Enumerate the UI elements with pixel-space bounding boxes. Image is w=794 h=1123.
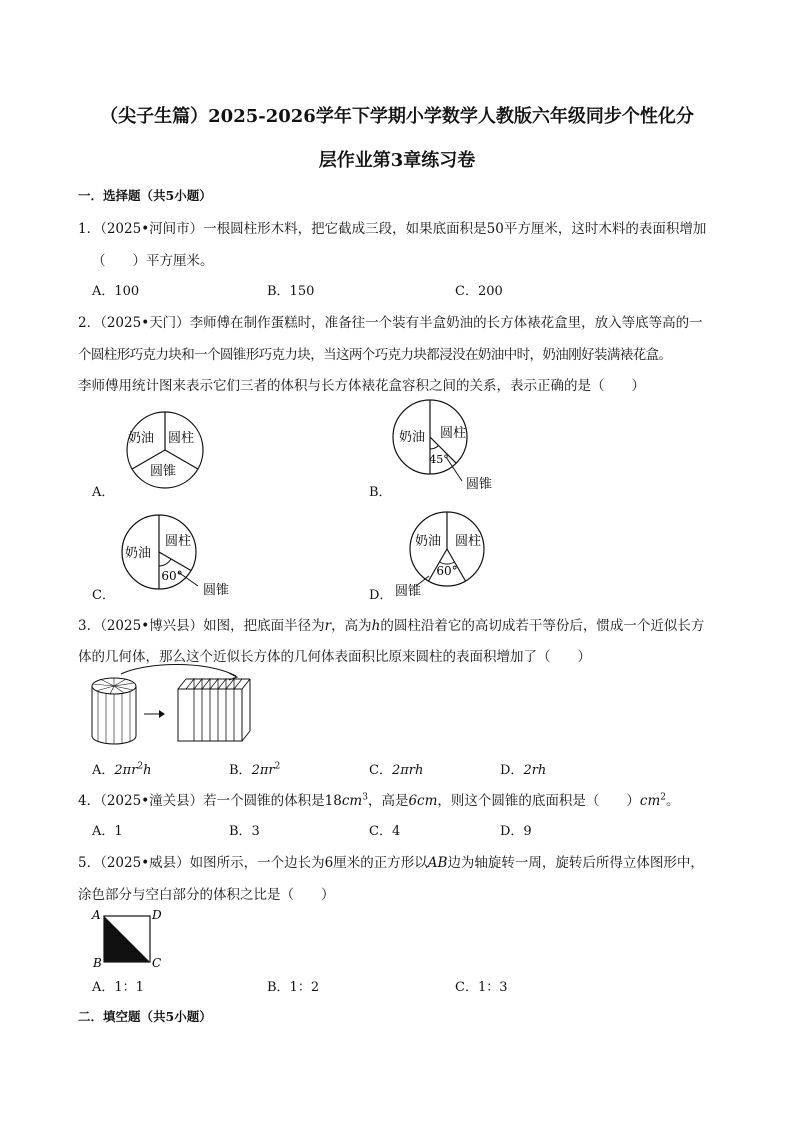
option-label: A． (92, 763, 115, 778)
question-number: 1． (78, 221, 101, 237)
label-angle-60: 60° (161, 569, 183, 583)
corner-c: C (152, 956, 162, 969)
q2-option-a[interactable]: A． (92, 485, 115, 500)
q2-option-d[interactable]: D． (369, 588, 393, 603)
unit-sup: 3 (362, 792, 368, 803)
question-source: （2025•潼关县） (100, 793, 204, 809)
q3-option-d[interactable] (500, 759, 546, 778)
unit-sup: 2 (660, 792, 667, 803)
question-text: 的圆柱沿着它的高切成若干等份后，惯成一个近似长方 (380, 618, 705, 634)
label-cone: 圆锥 (465, 477, 493, 492)
question-source: （2025•河间市） (100, 221, 204, 237)
q5-option-a[interactable]: A．1：1 (92, 980, 144, 995)
q3-option-a[interactable] (92, 759, 152, 778)
label-cream: 奶油 (414, 534, 442, 549)
option-expr: 2πr (114, 763, 138, 778)
question-4-line1 (78, 789, 680, 809)
option-tail: h (143, 763, 152, 778)
option-expr: 2πr (251, 763, 275, 778)
pie-chart-a[interactable] (115, 405, 215, 495)
q1-option-b[interactable]: B．150 (267, 284, 315, 299)
corner-d: D (152, 908, 162, 922)
question-number: 3． (78, 618, 101, 634)
question-1-line2: （ ）平方厘米。 (92, 253, 214, 269)
label-angle-60: 60° (436, 564, 458, 578)
question-source: （2025•博兴县） (100, 618, 204, 634)
pie-chart-c[interactable] (116, 506, 246, 606)
q4-option-a[interactable]: A．1 (92, 824, 123, 839)
label-cream: 奶油 (124, 546, 152, 561)
question-3-line1 (78, 614, 704, 634)
question-2-line2: 个圆柱形巧克力块和一个圆锥形巧克力块，当这两个巧克力块都浸没在奶油中时，奶油刚好装满裱花盒。 (78, 347, 672, 363)
q1-option-a[interactable]: A．100 (92, 284, 140, 299)
page-title-line2: 层作业第3章练习卷 (318, 150, 476, 171)
question-1-line1 (78, 217, 706, 237)
question-source: （2025•天门） (100, 315, 190, 331)
q5-option-b[interactable]: B．1：2 (267, 980, 320, 995)
question-text: 。 (666, 793, 680, 809)
section-heading-fill-blank: 二．填空题（共5小题） (78, 1009, 212, 1024)
question-number: 4． (78, 793, 101, 809)
question-text: ，高是 (367, 793, 409, 809)
q2-option-b[interactable]: B． (369, 485, 392, 500)
q3-option-c[interactable] (369, 759, 423, 778)
label-cream: 奶油 (127, 431, 155, 446)
option-label: D． (500, 763, 524, 778)
question-text: 边为轴旋转一周，旋转后所得立体图形中， (447, 855, 704, 871)
option-expr: 2πrh (391, 763, 424, 778)
question-text: ，高为 (331, 618, 372, 634)
label-cylinder: 圆柱 (454, 534, 482, 549)
question-text: 一根圆柱形木料，把它截成三段，如果底面积是50平方厘米，这时木料的表面积增加 (203, 221, 707, 237)
question-text: ，则这个圆锥的底面积是（ ） (437, 793, 640, 809)
q1-option-c[interactable]: C．200 (455, 284, 503, 299)
question-text: 如图所示，一个边长为6厘米的正方形以 (189, 855, 428, 871)
label-angle-45: 45° (429, 453, 449, 466)
question-text: 李师傅在制作蛋糕时，准备往一个装有半盒奶油的长方体裱花盒里，放入等底等高的一 (189, 315, 703, 331)
label-cone: 圆锥 (202, 583, 230, 598)
q4-option-c[interactable]: C．4 (369, 824, 401, 839)
q4-option-b[interactable]: B．3 (229, 824, 260, 839)
option-sup: 2 (137, 761, 144, 772)
var-r: r (324, 618, 332, 634)
pie-chart-b[interactable] (390, 395, 510, 500)
corner-b: B (93, 956, 102, 969)
var-h: h (371, 618, 381, 634)
label-cylinder: 圆柱 (164, 534, 192, 549)
option-label: B． (229, 763, 252, 778)
question-text: 若一个圆锥的体积是18 (203, 793, 342, 809)
label-cylinder: 圆柱 (439, 426, 467, 441)
label-cone: 圆锥 (394, 584, 422, 599)
corner-a: A (92, 908, 101, 922)
question-source: （2025•威县） (100, 855, 190, 871)
question-5-line1 (78, 851, 704, 871)
square-rotation-figure (90, 905, 170, 969)
q4-option-d[interactable]: D．9 (500, 824, 532, 839)
question-2-line3: 李师傅用统计图来表示它们三者的体积与长方体裱花盒容积之间的关系，表示正确的是（ ） (78, 378, 645, 394)
question-2-line1 (78, 311, 703, 331)
unit: cm (341, 793, 363, 809)
q3-option-b[interactable] (229, 759, 280, 778)
option-sup: 2 (274, 761, 281, 772)
question-text: 如图，把底面半径为 (203, 618, 325, 634)
label-cone: 圆锥 (149, 464, 177, 479)
question-3-line2: 体的几何体，那么这个近似长方体的几何体表面积比原来圆柱的表面积增加了（ ） (78, 649, 591, 665)
q2-option-c[interactable]: C． (92, 588, 115, 603)
cylinder-to-cuboid-figure (86, 664, 271, 749)
section-heading-choice: 一．选择题（共5小题） (78, 188, 212, 203)
option-label: C． (369, 763, 392, 778)
question-5-line2: 涂色部分与空白部分的体积之比是（ ） (78, 887, 335, 903)
page-title-line1: （尖子生篇）2025-2026学年下学期小学数学人教版六年级同步个性化分 (100, 106, 694, 127)
var-ab: AB (427, 855, 448, 871)
unit: 6cm (408, 793, 438, 809)
question-number: 2． (78, 315, 101, 331)
pie-chart-d[interactable] (390, 504, 500, 604)
label-cream: 奶油 (398, 430, 426, 445)
q5-option-c[interactable]: C．1：3 (455, 980, 508, 995)
label-cylinder: 圆柱 (167, 431, 195, 446)
question-number: 5． (78, 855, 101, 871)
option-expr: 2rh (523, 763, 547, 778)
unit: cm (639, 793, 661, 809)
